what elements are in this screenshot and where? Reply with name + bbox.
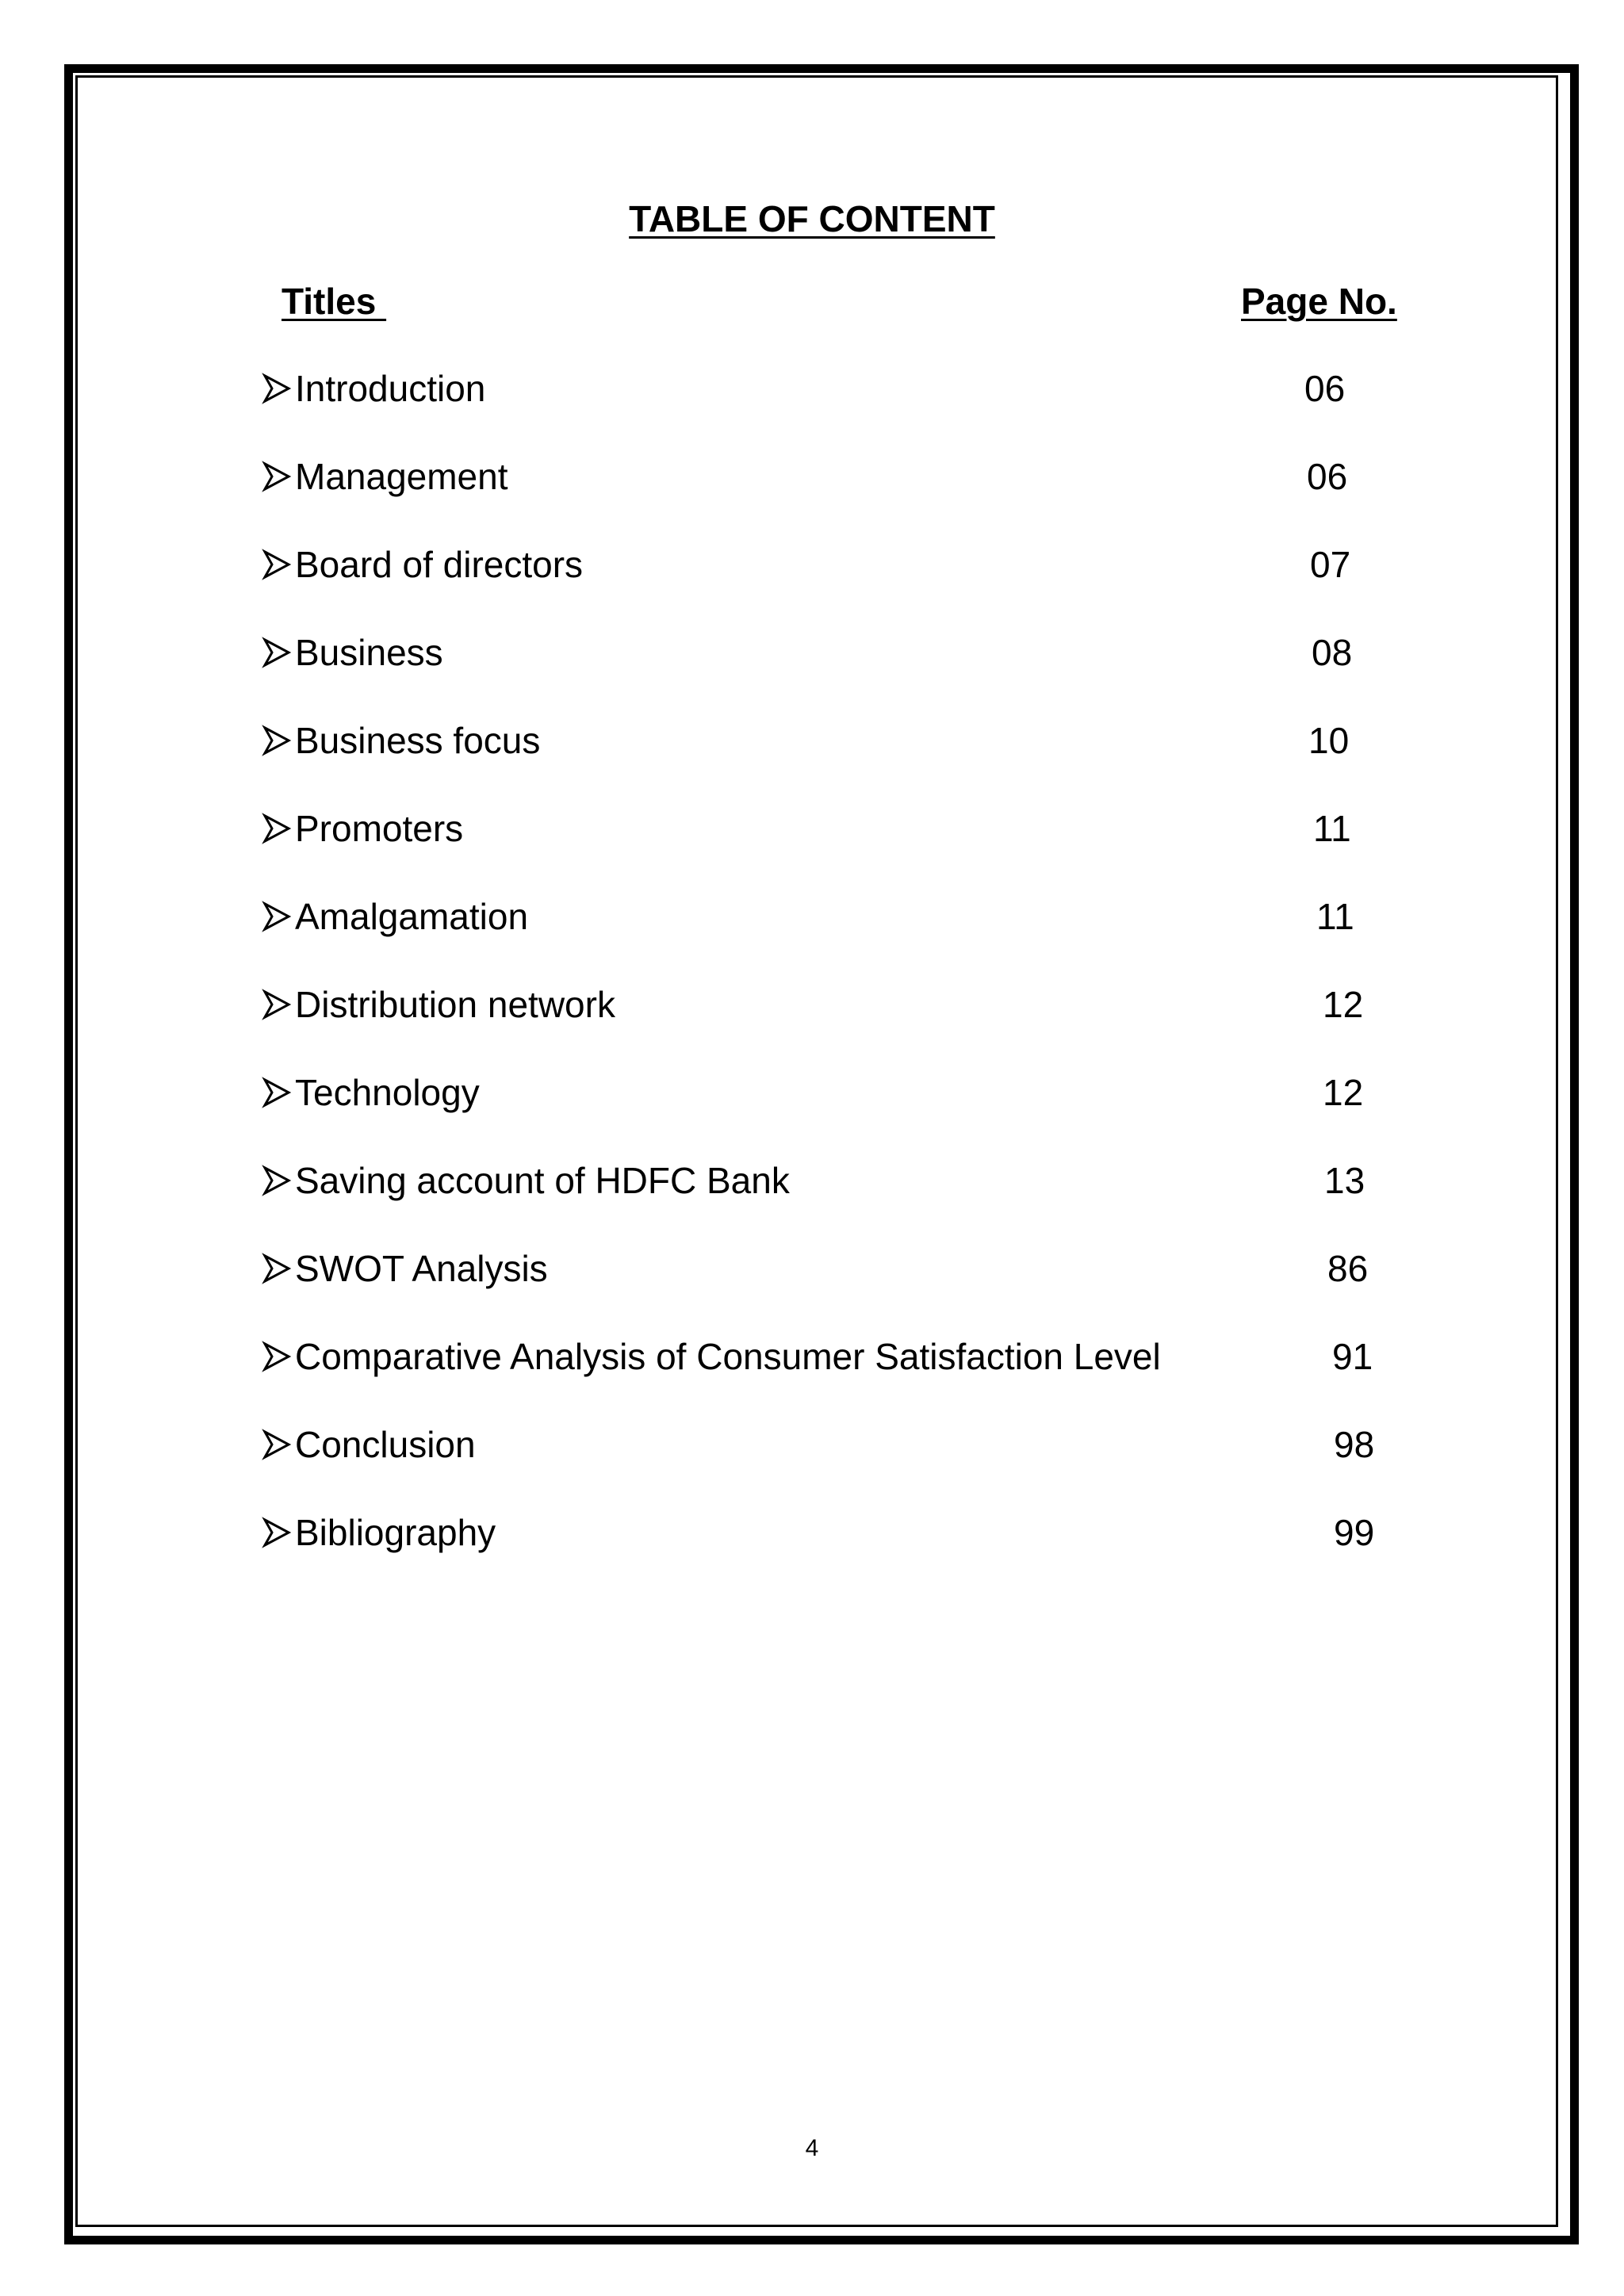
toc-entry-page: 91 — [1332, 1336, 1373, 1377]
toc-entry-page: 12 — [1323, 984, 1364, 1025]
toc-entry-page: 98 — [1334, 1424, 1375, 1465]
toc-entry — [262, 893, 1451, 940]
toc-entry-title: Conclusion — [295, 1424, 476, 1465]
column-header-titles: Titles — [282, 281, 387, 322]
toc-entry — [262, 541, 1451, 588]
toc-entry-title: Amalgamation — [295, 896, 529, 937]
arrowhead-bullet-icon — [262, 371, 293, 406]
toc-entry-title: SWOT Analysis — [295, 1248, 548, 1289]
toc-heading-text: TABLE OF CONTENT — [629, 198, 995, 239]
toc-entry-title: Business — [295, 632, 443, 673]
toc-entry-page: 13 — [1324, 1160, 1365, 1201]
toc-entry-page: 10 — [1308, 720, 1350, 761]
toc-entry — [262, 453, 1451, 500]
arrowhead-bullet-icon — [262, 1163, 293, 1198]
toc-entry — [262, 1333, 1451, 1380]
toc-entry — [262, 981, 1451, 1028]
toc-entry-title: Comparative Analysis of Consumer Satisfaction Level — [295, 1336, 1161, 1377]
toc-entry-title: Promoters — [295, 808, 464, 849]
toc-entry-title: Technology — [295, 1072, 480, 1113]
toc-entry — [262, 1069, 1451, 1116]
toc-entry — [262, 717, 1451, 764]
toc-entry-title: Business focus — [295, 720, 541, 761]
arrowhead-bullet-icon — [262, 547, 293, 582]
toc-entry — [262, 805, 1451, 852]
toc-entry — [262, 629, 1451, 676]
toc-entry-page: 86 — [1327, 1248, 1369, 1289]
toc-entry-page: 07 — [1310, 544, 1351, 585]
arrowhead-bullet-icon — [262, 811, 293, 846]
arrowhead-bullet-icon — [262, 723, 293, 758]
toc-entry-title: Board of directors — [295, 544, 584, 585]
arrowhead-bullet-icon — [262, 1427, 293, 1462]
toc-entry-page: 06 — [1304, 368, 1346, 409]
toc-entry-page: 12 — [1323, 1072, 1364, 1113]
toc-entry — [262, 365, 1451, 412]
arrowhead-bullet-icon — [262, 1075, 293, 1110]
toc-entry-title: Bibliography — [295, 1512, 496, 1553]
arrowhead-bullet-icon — [262, 987, 293, 1022]
arrowhead-bullet-icon — [262, 459, 293, 494]
toc-entry — [262, 1421, 1451, 1468]
arrowhead-bullet-icon — [262, 1339, 293, 1374]
column-header-page-no: Page No. — [1241, 281, 1397, 322]
arrowhead-bullet-icon — [262, 635, 293, 670]
toc-entry-title: Saving account of HDFC Bank — [295, 1160, 790, 1201]
arrowhead-bullet-icon — [262, 1515, 293, 1550]
toc-heading — [0, 195, 1624, 243]
arrowhead-bullet-icon — [262, 1251, 293, 1286]
page-number: 4 — [805, 2135, 819, 2161]
toc-entry-page: 06 — [1307, 456, 1348, 497]
toc-entry-page: 11 — [1313, 808, 1351, 849]
toc-entry — [262, 1245, 1451, 1292]
toc-entry-title: Distribution network — [295, 984, 615, 1025]
toc-entry-title: Management — [295, 456, 508, 497]
toc-entry-page: 99 — [1334, 1512, 1375, 1553]
arrowhead-bullet-icon — [262, 899, 293, 934]
toc-entry-page: 08 — [1312, 632, 1353, 673]
toc-entry — [262, 1157, 1451, 1204]
toc-entry — [262, 1509, 1451, 1556]
toc-entry-page: 11 — [1316, 896, 1354, 937]
toc-entry-title: Introduction — [295, 368, 486, 409]
